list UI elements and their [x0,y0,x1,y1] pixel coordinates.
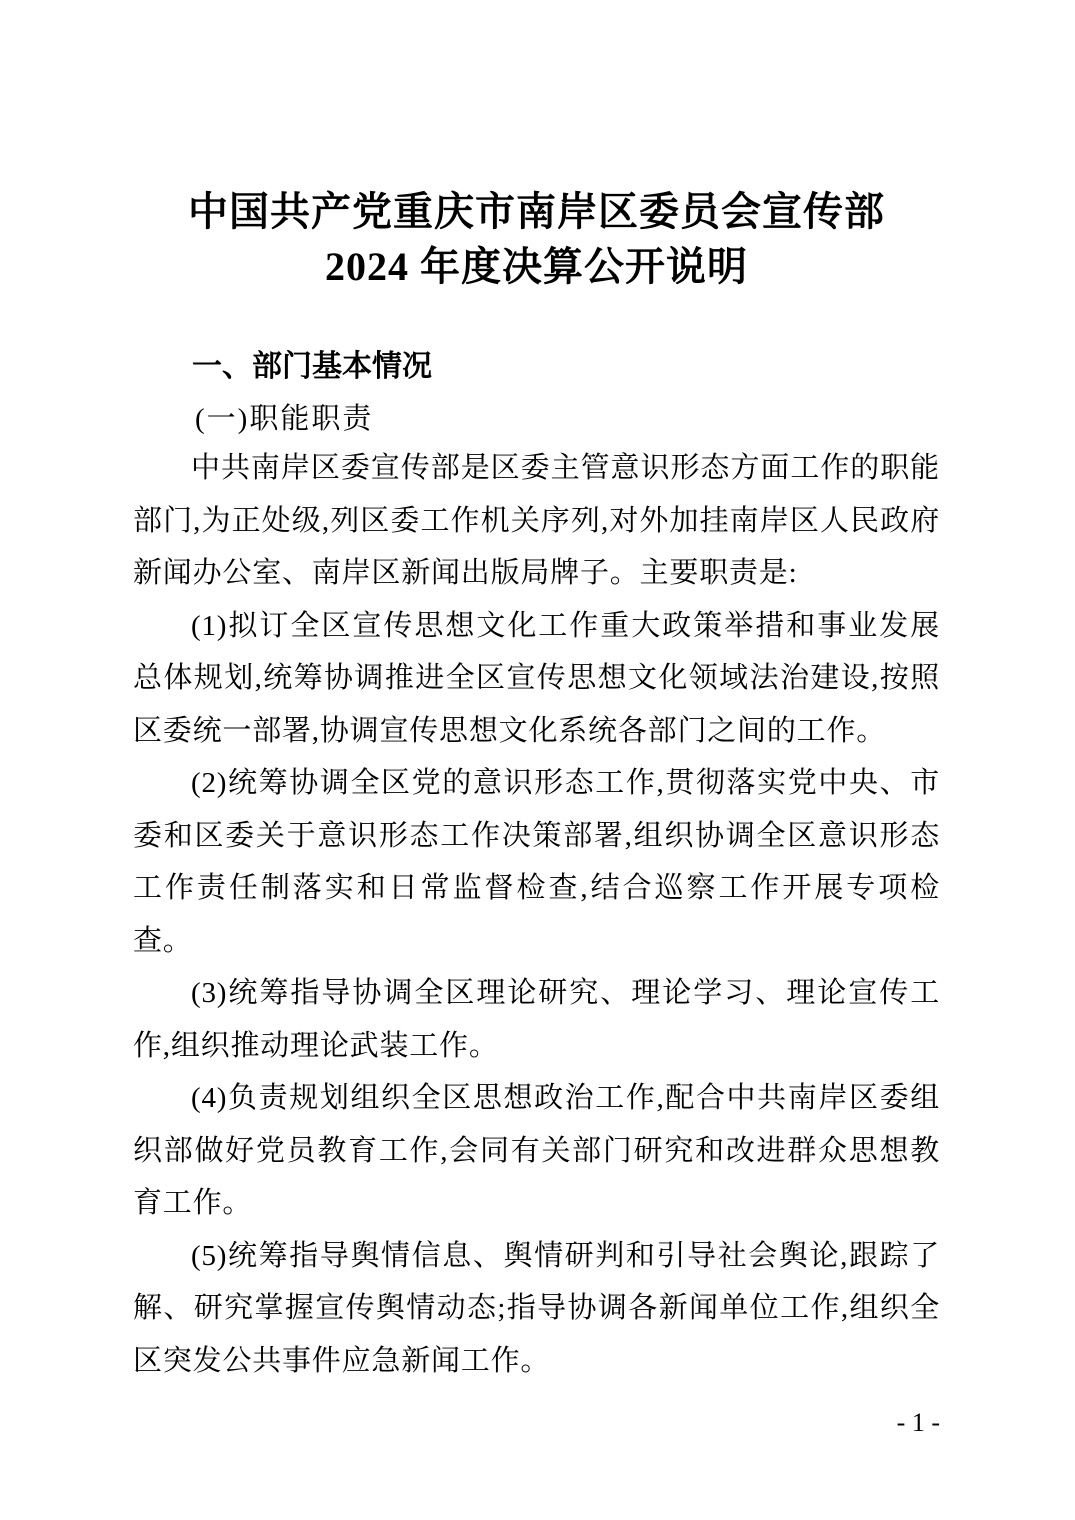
paragraph-duty-5: (5)统筹指导舆情信息、舆情研判和引导社会舆论,跟踪了解、研究掌握宣传舆情动态;指导协调各新闻单位工作,组织全区突发公共事件应急新闻工作。 [133,1239,940,1377]
document-title-line1: 中国共产党重庆市南岸区委员会宣传部 [188,189,885,234]
body-paragraphs [133,442,940,1387]
sub-section-heading: (一)职能职责 [195,403,374,435]
paragraph-intro: 中共南岸区委宣传部是区委主管意识形态方面工作的职能部门,为正处级,列区委工作机关序列,对外加挂南岸区人民政府新闻办公室、南岸区新闻出版局牌子。主要职责是: [133,452,940,589]
document-content [133,0,940,1387]
paragraph-duty-2: (2)统筹协调全区党的意识形态工作,贯彻落实党中央、市委和区委关于意识形态工作决策部署,组织协调全区意识形态工作责任制落实和日常监督检查,结合巡察工作开展专项检查。 [133,767,940,957]
document-title-line2: 2024 年度决算公开说明 [325,244,748,289]
paragraph-duty-1: (1)拟订全区宣传思想文化工作重大政策举措和事业发展总体规划,统筹协调推进全区宣传思想文化领域法治建设,按照区委统一部署,协调宣传思想文化系统各部门之间的工作。 [133,609,940,747]
document-title [133,184,940,294]
page-number: - 1 - [896,1408,940,1437]
paragraph-duty-3: (3)统筹指导协调全区理论研究、理论学习、理论宣传工作,组织推动理论武装工作。 [133,977,940,1062]
section-heading: 一、部门基本情况 [192,350,432,383]
paragraph-duty-4: (4)负责规划组织全区思想政治工作,配合中共南岸区委组织部做好党员教育工作,会同有关部门研究和改进群众思想教育工作。 [133,1082,940,1219]
